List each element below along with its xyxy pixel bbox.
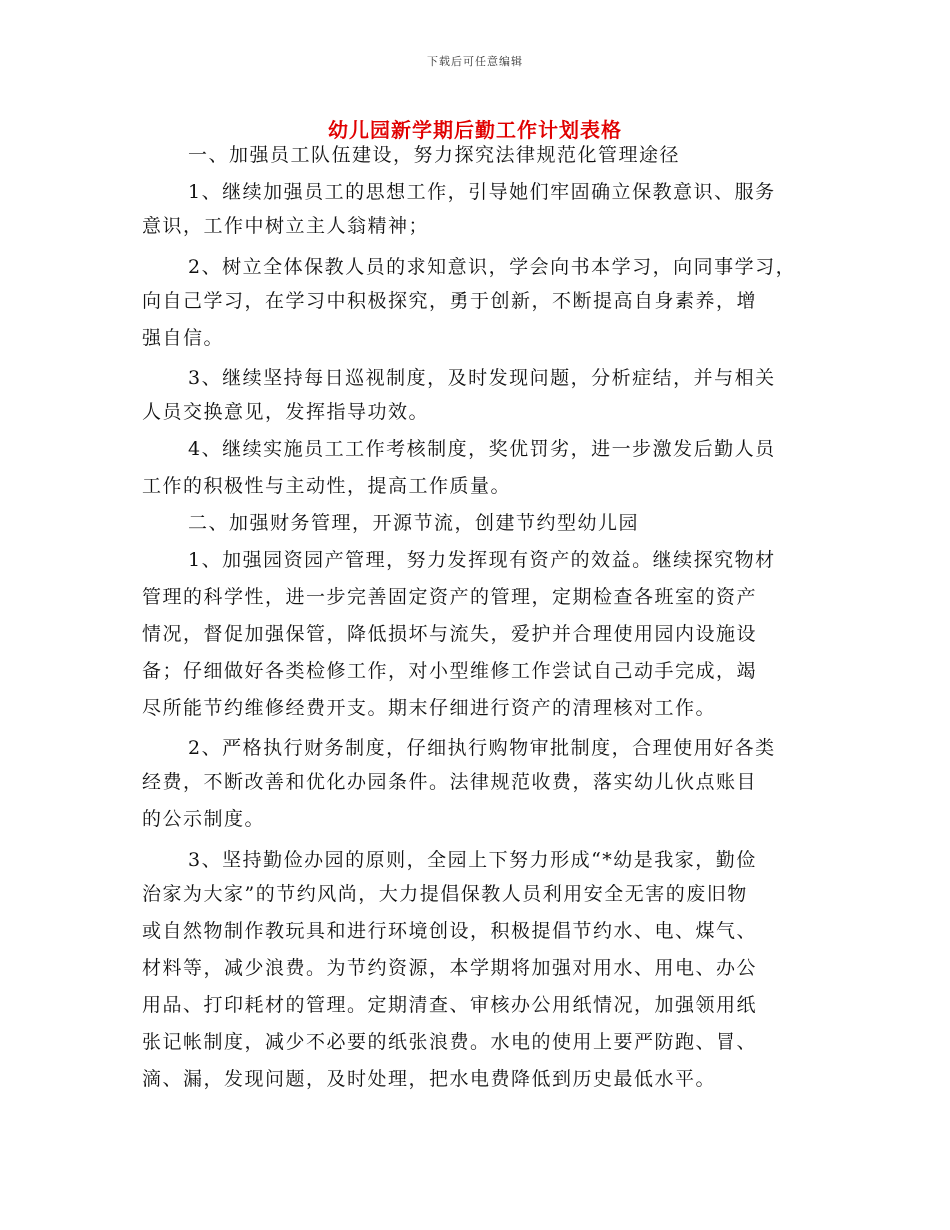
paragraph-line: 材料等，减少浪费。为节约资源，本学期将加强对用水、用电、办公 [142, 957, 758, 979]
paragraph-line: 的公示制度。 [142, 808, 266, 830]
paragraph-line: 强自信。 [142, 327, 225, 349]
header-note: 下载后可任意编辑 [427, 55, 523, 68]
paragraph-line: 张记帐制度，减少不必要的纸张浪费。水电的使用上要严防跑、冒、 [142, 1031, 758, 1053]
section-heading-1: 一、加强员工队伍建设，努力探究法律规范化管理途径 [188, 144, 681, 166]
paragraph-line: 治家为大家”的节约风尚，大力提倡保教人员利用安全无害的废旧物 [142, 883, 748, 905]
paragraph-line: 尽所能节约维修经费开支。期末仔细进行资产的清理核对工作。 [142, 697, 717, 719]
document-title: 幼儿园新学期后勤工作计划表格 [328, 118, 622, 142]
paragraph-line: 2、树立全体保教人员的求知意识，学会向书本学习，向同事学习， [188, 256, 797, 278]
paragraph-line: 经费，不断改善和优化办园条件。法律规范收费，落实幼儿伙点账目 [142, 771, 758, 793]
paragraph-line: 人员交换意见，发挥指导功效。 [142, 401, 430, 423]
paragraph-line: 管理的科学性，进一步完善固定资产的管理，定期检查各班室的资产 [142, 586, 758, 608]
paragraph-line: 意识，工作中树立主人翁精神； [142, 215, 430, 237]
paragraph-line: 4、继续实施员工工作考核制度，奖优罚劣，进一步激发后勤人员 [188, 438, 776, 460]
paragraph-line: 滴、漏，发现问题，及时处理，把水电费降低到历史最低水平。 [142, 1068, 717, 1090]
paragraph-line: 1、继续加强员工的思想工作，引导她们牢固确立保教意识、服务 [188, 181, 776, 203]
paragraph-line: 3、继续坚持每日巡视制度，及时发现问题，分析症结，并与相关 [188, 367, 776, 389]
paragraph-line: 1、加强园资园产管理，努力发挥现有资产的效益。继续探究物材 [188, 549, 776, 571]
paragraph-line: 2、严格执行财务制度，仔细执行购物审批制度，合理使用好各类 [188, 737, 776, 759]
paragraph-line: 向自己学习，在学习中积极探究，勇于创新，不断提高自身素养，增 [142, 290, 758, 312]
paragraph-line: 3、坚持勤俭办园的原则，全园上下努力形成“*幼是我家，勤俭 [188, 849, 757, 871]
paragraph-line: 用品、打印耗材的管理。定期清查、审核办公用纸情况，加强领用纸 [142, 994, 758, 1016]
paragraph-line: 或自然物制作教玩具和进行环境创设，积极提倡节约水、电、煤气、 [142, 920, 758, 942]
paragraph-line: 工作的积极性与主动性，提高工作质量。 [142, 475, 512, 497]
paragraph-line: 备；仔细做好各类检修工作，对小型维修工作尝试自己动手完成，竭 [142, 660, 758, 682]
section-heading-2: 二、加强财务管理，开源节流，创建节约型幼儿园 [188, 512, 640, 534]
paragraph-line: 情况，督促加强保管，降低损坏与流失，爱护并合理使用园内设施设 [142, 623, 758, 645]
